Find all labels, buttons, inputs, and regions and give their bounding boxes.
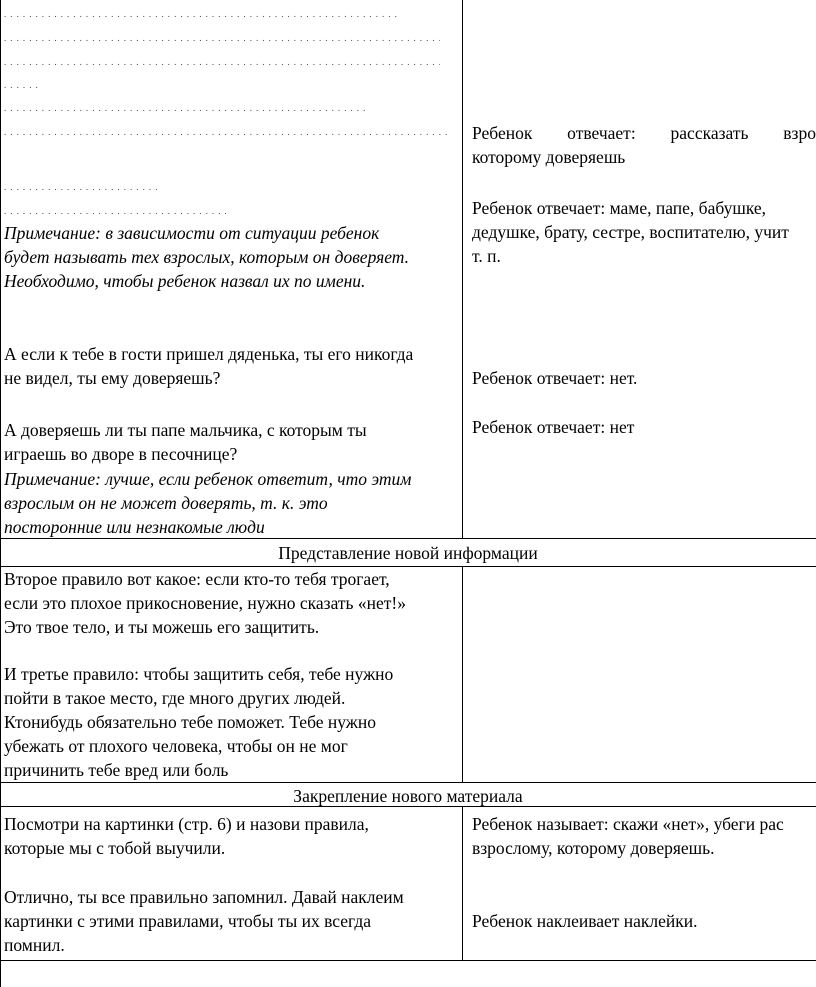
consolidation-left-2: Отлично, ты все правильно запомнил. Давай наклеим bbox=[4, 887, 404, 907]
note-1-line: будет называть тех взрослых, которым он доверяет. bbox=[4, 247, 409, 267]
question-1-line: не видел, ты ему доверяешь? bbox=[4, 368, 221, 388]
note-1-line: Примечание: в зависимости от ситуации ребенок bbox=[4, 223, 380, 243]
answer-1-word: Ребенок bbox=[472, 123, 533, 143]
table-left-border bbox=[0, 0, 1, 987]
rule-2-line: Второе правило вот какое: если кто-то тебя трогает, bbox=[4, 569, 390, 589]
rule-2-line: если это плохое прикосновение, нужно сказать «нет!» bbox=[4, 593, 407, 613]
answer-1-word: взро bbox=[783, 123, 816, 143]
consolidation-left-1: которые мы с тобой выучили. bbox=[4, 838, 226, 858]
rule-3-line: Ктонибудь обязательно тебе поможет. Тебе нужно bbox=[4, 712, 376, 732]
note-2-line: взрослым он не может доверять, т. к. это bbox=[4, 493, 328, 513]
rule-2-line: Это твое тело, и ты можешь его защитить. bbox=[4, 617, 320, 637]
rule-3-line: И третье правило: чтобы защитить себя, тебе нужно bbox=[4, 664, 394, 684]
note-2-line: Примечание: лучше, если ребенок ответит, что этим bbox=[4, 469, 412, 489]
consolidation-left-2: помнил. bbox=[4, 935, 65, 955]
answer-4: Ребенок отвечает: нет bbox=[472, 417, 635, 437]
faded-text-line bbox=[4, 14, 399, 20]
answer-1-line bbox=[472, 121, 816, 145]
consolidation-right-2: Ребенок наклеивает наклейки. bbox=[472, 911, 698, 931]
faded-text-line bbox=[4, 38, 440, 44]
note-2-line: посторонние или незнакомые люди bbox=[4, 517, 265, 537]
rule-3-line: причинить тебе вред или боль bbox=[4, 760, 229, 780]
row-divider-5 bbox=[0, 960, 816, 961]
answer-1-line: которому доверяешь bbox=[472, 147, 626, 167]
consolidation-right-1: Ребенок называет: скажи «нет», убеги рас bbox=[472, 814, 784, 834]
faded-text-line bbox=[4, 187, 160, 193]
faded-text-line bbox=[4, 62, 440, 68]
answer-2-line: т. п. bbox=[472, 246, 501, 266]
section-header-new-info: Представление новой информации bbox=[278, 543, 538, 563]
question-2-line: играешь во дворе в песочнице? bbox=[4, 444, 238, 464]
faded-text-line bbox=[4, 108, 369, 114]
answer-2-line: Ребенок отвечает: маме, папе, бабушке, bbox=[472, 198, 767, 218]
question-2-line: А доверяешь ли ты папе мальчика, с которым ты bbox=[4, 420, 367, 440]
consolidation-right-1: взрослому, которому доверяешь. bbox=[472, 838, 715, 858]
faded-text-line bbox=[4, 132, 448, 138]
faded-text-line bbox=[4, 85, 42, 91]
answer-1-word: рассказать bbox=[670, 123, 749, 143]
answer-1-word: отвечает: bbox=[567, 123, 636, 143]
answer-3: Ребенок отвечает: нет. bbox=[472, 368, 638, 388]
note-1-line: Необходимо, чтобы ребенок назвал их по имени. bbox=[4, 271, 366, 291]
section-header-consolidation: Закрепление нового материала bbox=[293, 786, 523, 806]
question-1-line: А если к тебе в гости пришел дяденька, ты его никогда bbox=[4, 344, 414, 364]
row-divider-3 bbox=[0, 782, 816, 783]
answer-2-line: дедушке, брату, сестре, воспитателю, учит bbox=[472, 222, 789, 242]
rule-3-line: убежать от плохого человека, чтобы он не мог bbox=[4, 736, 348, 756]
column-divider-bottom bbox=[462, 806, 463, 960]
faded-text-line bbox=[4, 211, 226, 217]
rule-3-line: пойти в такое место, где много других людей. bbox=[4, 688, 346, 708]
column-divider-top bbox=[462, 0, 463, 538]
column-divider-middle bbox=[462, 566, 463, 782]
consolidation-left-1: Посмотри на картинки (стр. 6) и назови правила, bbox=[4, 814, 369, 834]
consolidation-left-2: картинки с этими правилами, чтобы ты их всегда bbox=[4, 911, 371, 931]
